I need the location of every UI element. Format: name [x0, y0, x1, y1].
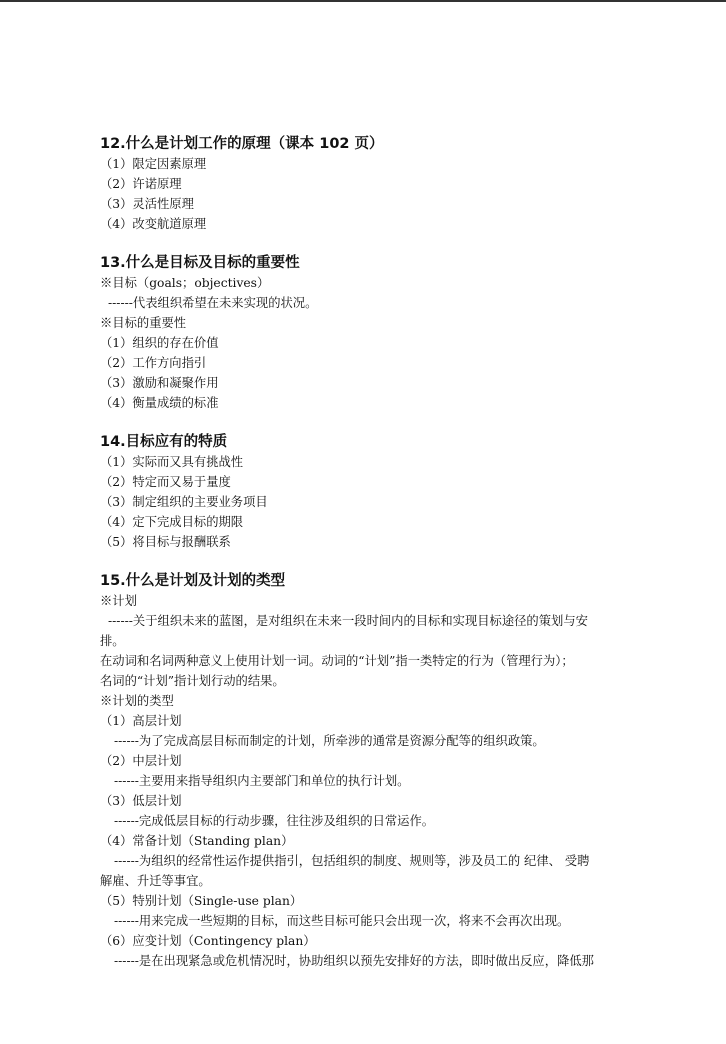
text-line: （2）许诺原理 [100, 177, 182, 191]
section-spacer [100, 413, 640, 432]
text-line: （6）应变计划（Contingency plan） [100, 934, 316, 948]
text-line: ------为了完成高层目标而制定的计划，所牵涉的通常是资源分配等的组织政策。 [114, 734, 545, 748]
text-line: ------完成低层目标的行动步骤，往往涉及组织的日常运作。 [114, 814, 435, 828]
text-line: ------用来完成一些短期的目标，而这些目标可能只会出现一次，将来不会再次出现。 [114, 914, 570, 928]
text-line: ※目标的重要性 [100, 316, 187, 330]
section-spacer [100, 552, 640, 571]
text-line: （2）中层计划 [100, 754, 182, 768]
section-title: 13.什么是目标及目标的重要性 [100, 255, 300, 271]
text-line: ------为组织的经常性运作提供指引，包括组织的制度、规则等，涉及员工的 纪律、 受聘 [114, 854, 590, 868]
text-line: （4）衡量成绩的标准 [100, 396, 219, 410]
document-page [100, 134, 640, 971]
text-line: ------代表组织希望在未来实现的状况。 [108, 296, 318, 310]
top-border-line [0, 0, 726, 2]
text-line: ※目标（goals；objectives） [100, 276, 270, 290]
text-line: （3）激励和凝聚作用 [100, 376, 219, 390]
text-line: （1）限定因素原理 [100, 157, 207, 171]
text-line: （1）组织的存在价值 [100, 336, 219, 350]
text-line: （2）工作方向指引 [100, 356, 207, 370]
section-title: 12.什么是计划工作的原理（课本 102 页） [100, 136, 384, 152]
text-line: （1）高层计划 [100, 714, 182, 728]
text-line: ------关于组织未来的蓝图，是对组织在未来一段时间内的目标和实现目标途径的策划与安 [108, 614, 588, 628]
section-4 [100, 571, 640, 971]
text-line: 解雇、升迁等事宜。 [100, 874, 211, 888]
section-title: 14.目标应有的特质 [100, 434, 228, 450]
text-line: ※计划的类型 [100, 694, 174, 708]
text-line: 在动词和名词两种意义上使用计划一词。动词的“计划”指一类特定的行为（管理行为）； [100, 654, 574, 668]
text-line: （5）将目标与报酬联系 [100, 535, 231, 549]
text-line: （4）定下完成目标的期限 [100, 515, 244, 529]
text-line: ------是在出现紧急或危机情况时，协助组织以预先安排好的方法，即时做出反应，降低那 [114, 954, 594, 968]
section-2 [100, 253, 640, 413]
text-line: （2）特定而又易于量度 [100, 475, 231, 489]
text-line: （5）特别计划（Single-use plan） [100, 894, 303, 908]
section-3 [100, 432, 640, 552]
text-line: （3）灵活性原理 [100, 197, 194, 211]
text-line: ------主要用来指导组织内主要部门和单位的执行计划。 [114, 774, 410, 788]
text-line: （4）改变航道原理 [100, 217, 207, 231]
text-line: （3）制定组织的主要业务项目 [100, 495, 268, 509]
text-line: （3）低层计划 [100, 794, 182, 808]
section-title: 15.什么是计划及计划的类型 [100, 573, 286, 589]
text-line: （4）常备计划（Standing plan） [100, 834, 294, 848]
section-spacer [100, 234, 640, 253]
text-line: ※计划 [100, 594, 137, 608]
text-line: （1）实际而又具有挑战性 [100, 455, 244, 469]
text-line: 排。 [100, 634, 125, 648]
section-1 [100, 134, 640, 234]
text-line: 名词的“计划”指计划行动的结果。 [100, 674, 285, 688]
